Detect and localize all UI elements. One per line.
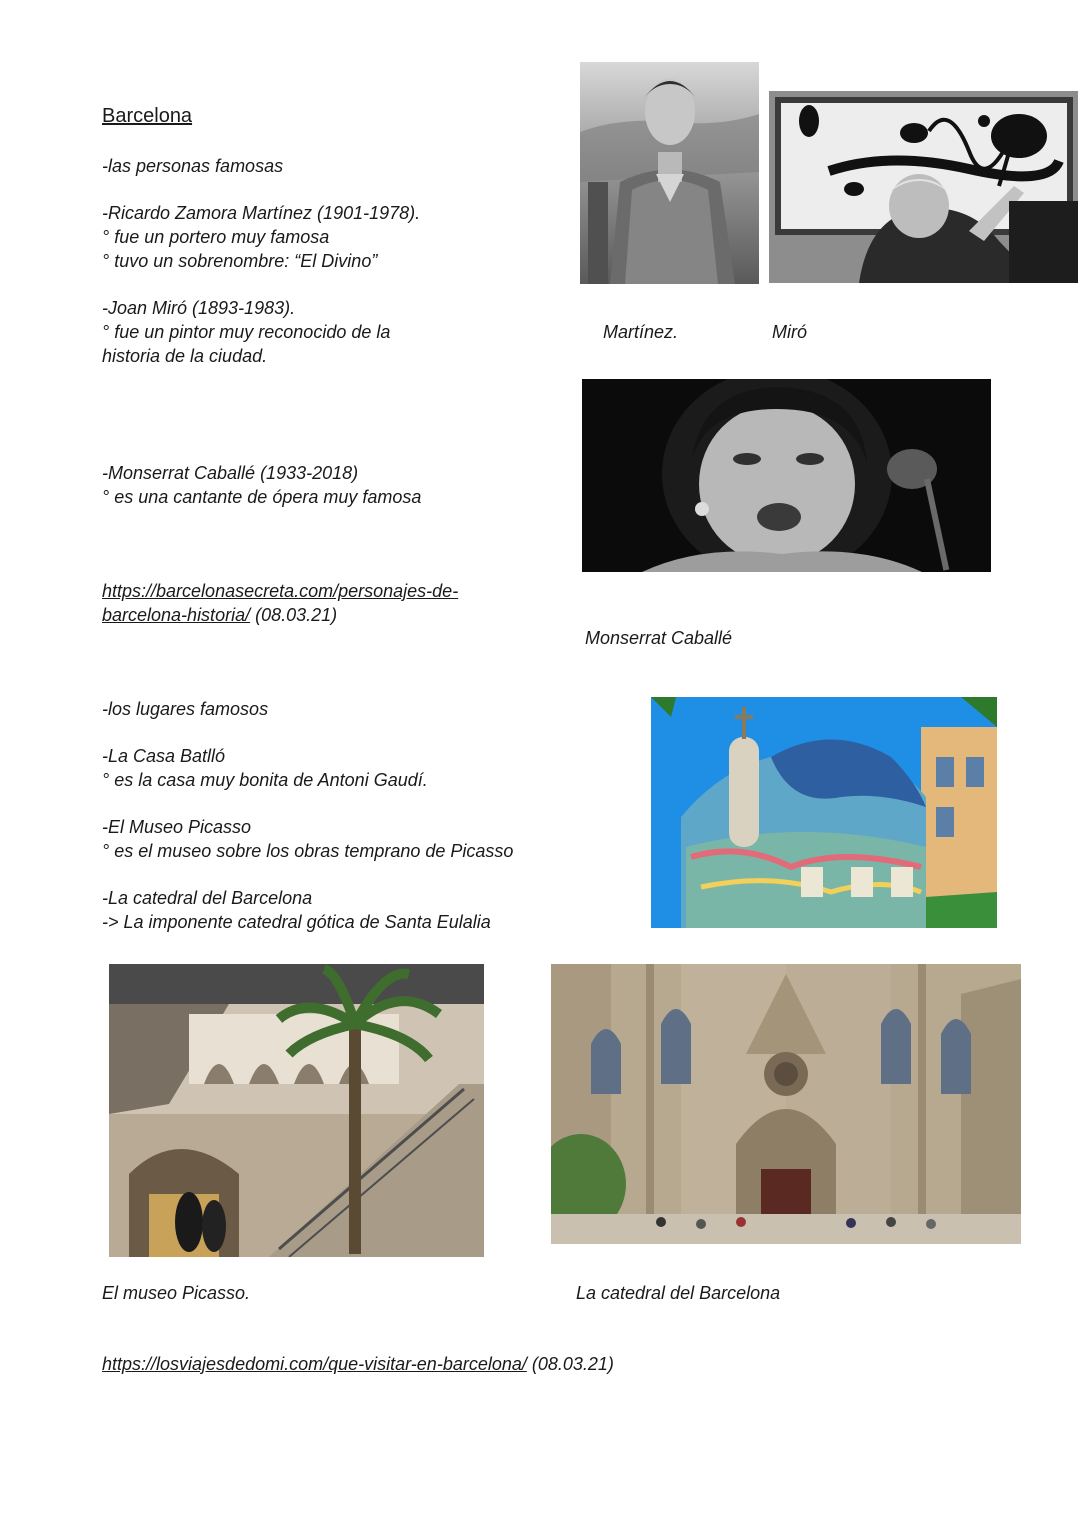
photo-caballe <box>582 379 991 572</box>
photo-casa-batllo <box>651 697 997 928</box>
caption-miro: Miró <box>772 322 807 342</box>
caption-catedral: La catedral del Barcelona <box>576 1283 781 1303</box>
places-source-line <box>102 1352 614 1376</box>
people-source-line-2 <box>102 603 337 627</box>
people-source-line-1 <box>102 579 458 603</box>
caballe-fact-1: ° es una cantante de ópera muy famosa <box>102 487 422 507</box>
miro-fact-1: ° fue un pintor muy reconocido de la <box>102 322 391 342</box>
places-source-date: (08.03.21) <box>526 1354 614 1374</box>
batllo-name: -La Casa Batlló <box>102 746 226 766</box>
miro-fact-2: historia de la ciudad. <box>102 346 268 366</box>
people-source-date: (08.03.21) <box>250 605 338 625</box>
page-title: Barcelona <box>102 105 193 127</box>
photo-catedral <box>551 964 1021 1244</box>
caption-martinez: Martínez. <box>603 322 679 342</box>
zamora-name: -Ricardo Zamora Martínez (1901-1978). <box>102 203 421 223</box>
photo-martinez <box>580 62 759 284</box>
caption-caballe: Monserrat Caballé <box>585 628 733 648</box>
caption-museo-picasso: El museo Picasso. <box>102 1283 251 1303</box>
catedral-fact-1: -> La imponente catedral gótica de Santa Eulalia <box>102 912 491 932</box>
caballe-name: -Monserrat Caballé (1933-2018) <box>102 463 359 483</box>
places-source-link[interactable]: https://losviajesdedomi.com/que-visitar-en-barcelona/ <box>102 1354 527 1374</box>
people-heading: -las personas famosas <box>102 156 284 176</box>
zamora-fact-2: ° tuvo un sobrenombre: “El Divino” <box>102 251 378 271</box>
photo-museo-picasso <box>109 964 484 1257</box>
batllo-fact-1: ° es la casa muy bonita de Antoni Gaudí. <box>102 770 428 790</box>
photo-miro <box>769 91 1078 283</box>
places-heading: -los lugares famosos <box>102 699 269 719</box>
picasso-fact-1: ° es el museo sobre los obras temprano de Picasso <box>102 841 514 861</box>
catedral-name: -La catedral del Barcelona <box>102 888 313 908</box>
people-source-link-1[interactable]: https://barcelonasecreta.com/personajes-de- <box>102 581 459 601</box>
people-source-link-2[interactable]: barcelona-historia/ <box>102 605 251 625</box>
zamora-fact-1: ° fue un portero muy famosa <box>102 227 330 247</box>
picasso-name: -El Museo Picasso <box>102 817 252 837</box>
miro-name: -Joan Miró (1893-1983). <box>102 298 296 318</box>
